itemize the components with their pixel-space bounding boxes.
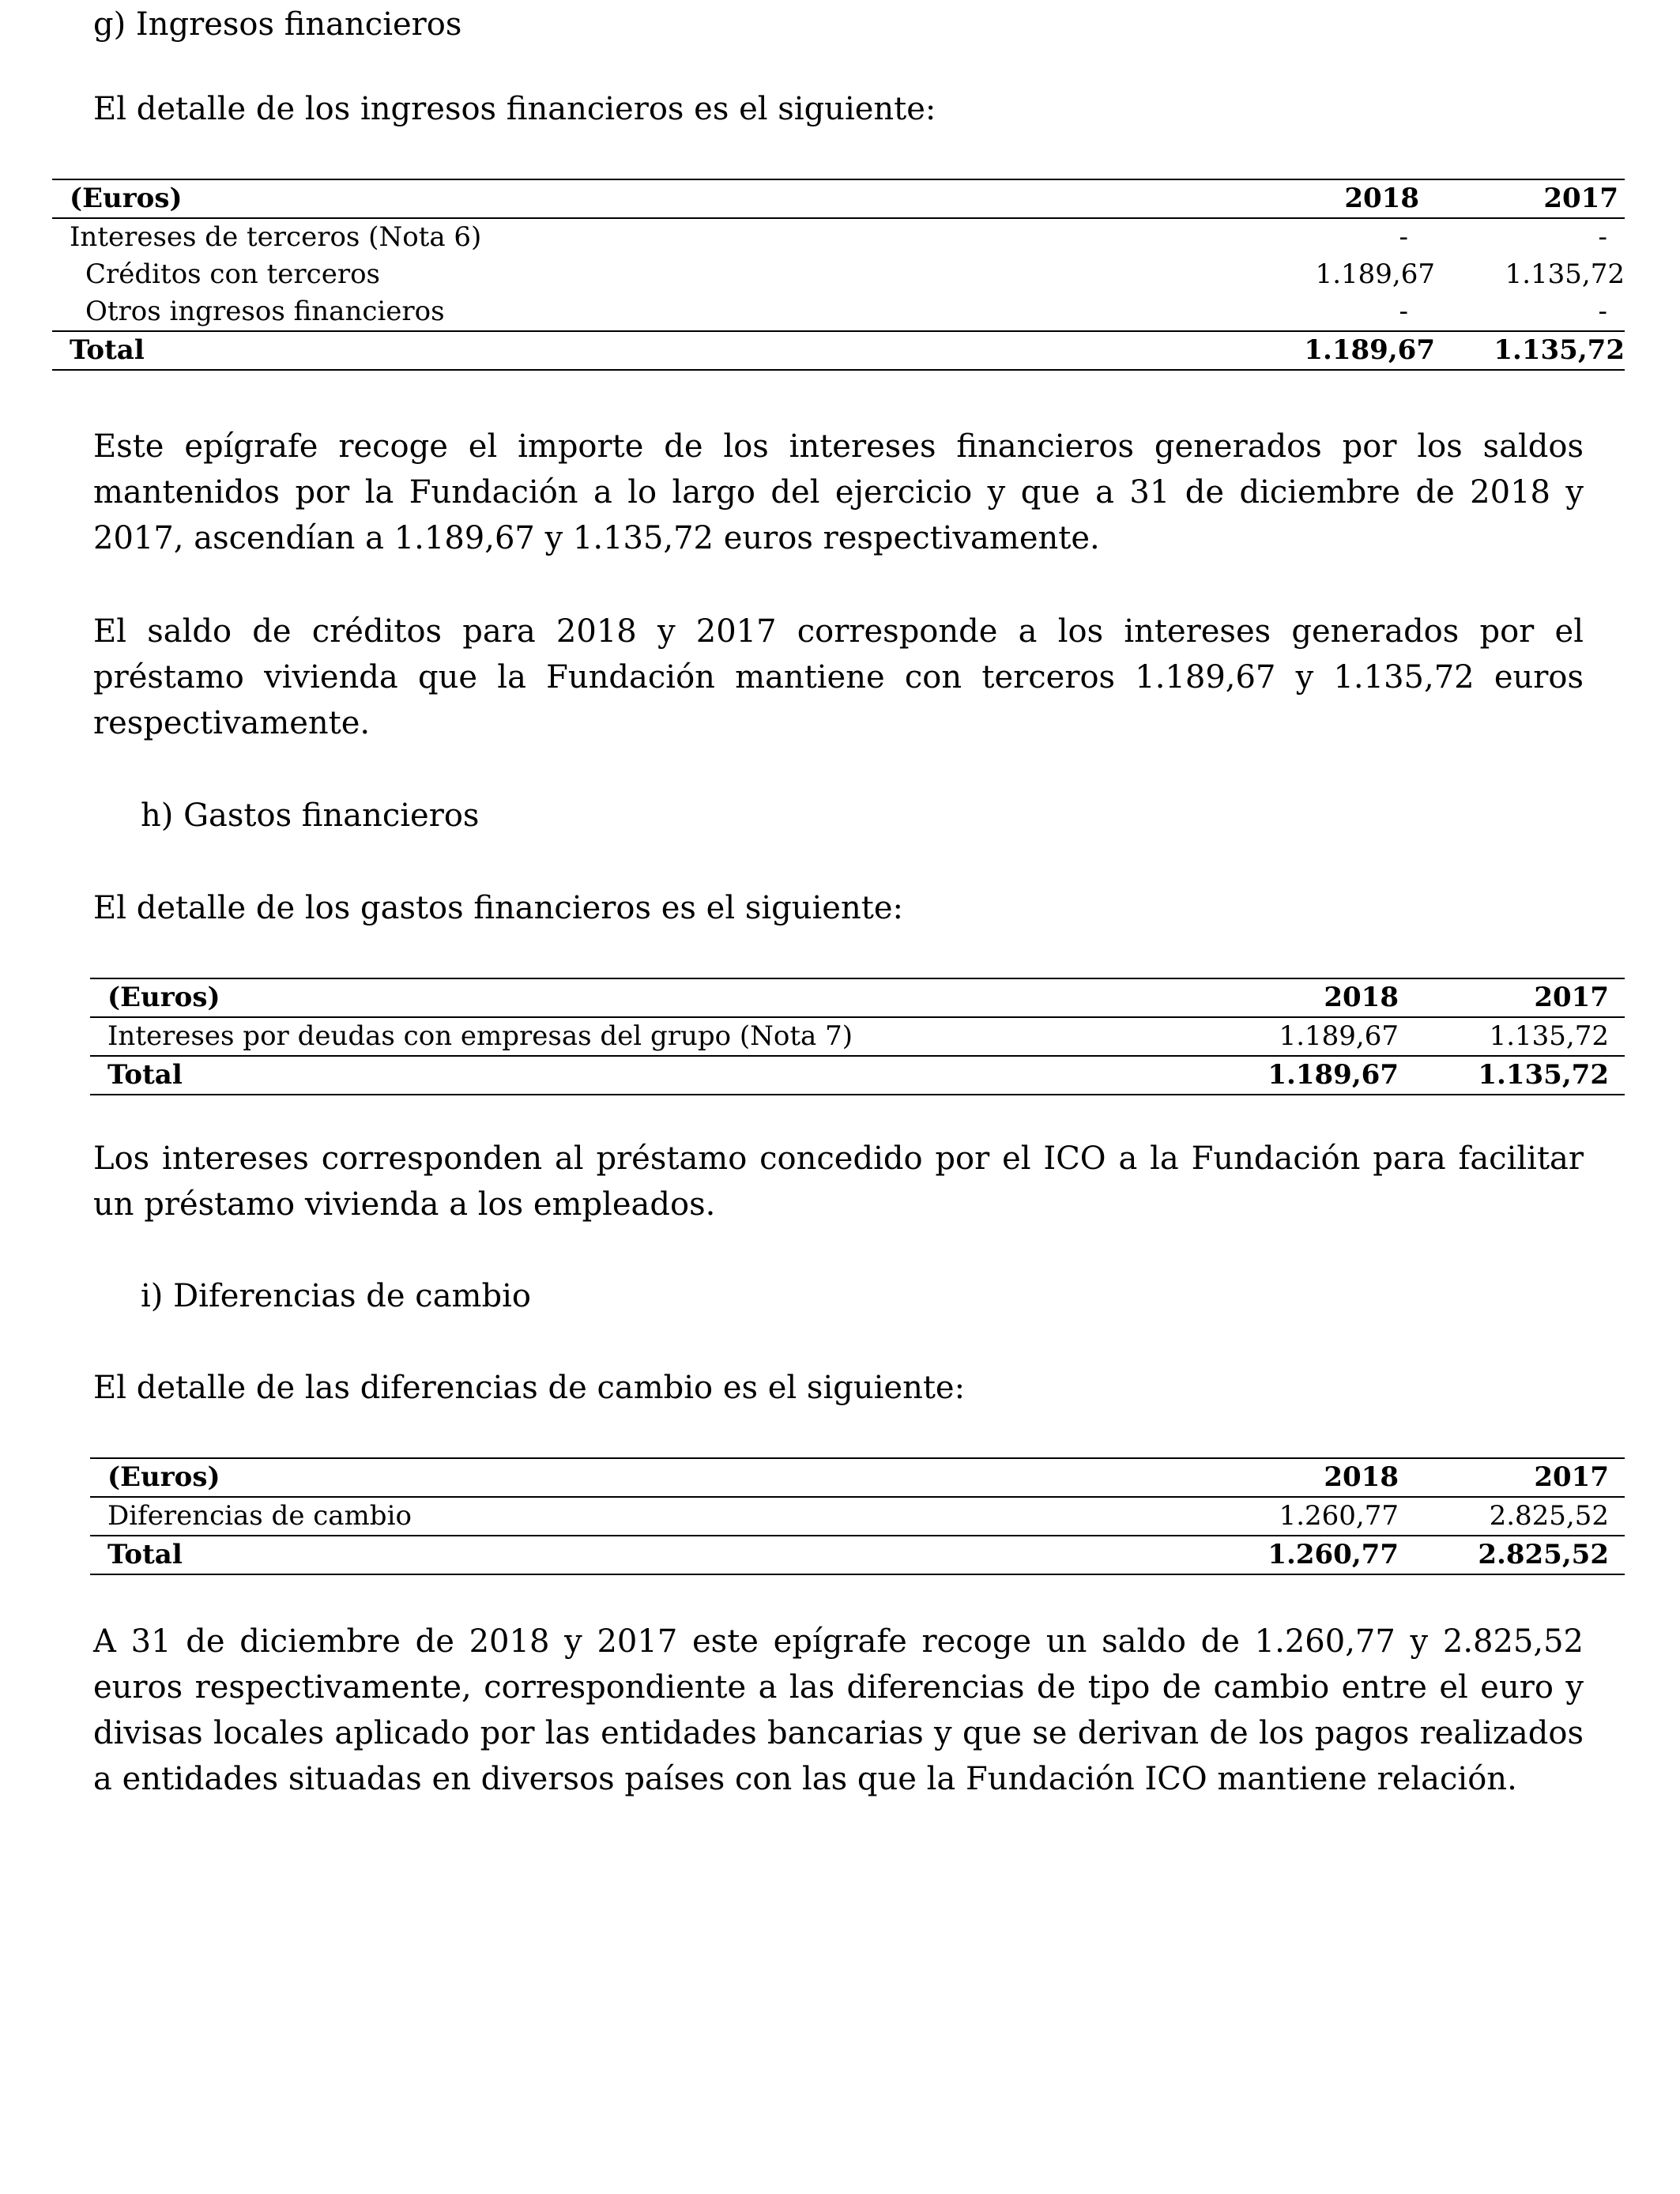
intro-gastos-financieros: El detalle de los gastos financieros es el siguiente: bbox=[93, 890, 903, 926]
section-heading-diferencias-cambio: i) Diferencias de cambio bbox=[141, 1278, 531, 1314]
table-header-2018: 2018 bbox=[1252, 978, 1456, 1017]
table-total-row bbox=[52, 331, 1625, 370]
table-header-unit: (Euros) bbox=[90, 978, 1252, 1017]
intro-ingresos-financieros: El detalle de los ingresos financieros es el siguiente: bbox=[93, 91, 936, 127]
row-label: Intereses de terceros (Nota 6) bbox=[70, 221, 482, 253]
total-value-2017: 1.135,72 bbox=[1456, 1056, 1625, 1095]
total-value-2017: 1.135,72 bbox=[1457, 331, 1625, 370]
table-header-unit: (Euros) bbox=[90, 1458, 1252, 1497]
table-header-2017: 2017 bbox=[1456, 1458, 1625, 1497]
table-header-2017: 2017 bbox=[1456, 978, 1625, 1017]
table-total-row bbox=[90, 1056, 1625, 1095]
table-ingresos-financieros bbox=[52, 179, 1625, 371]
table-header-row bbox=[90, 978, 1625, 1017]
table-row bbox=[52, 256, 1625, 293]
row-label: Intereses por deudas con empresas del grupo (Nota 7) bbox=[107, 1020, 853, 1052]
table-header-row bbox=[52, 179, 1625, 218]
total-label: Total bbox=[52, 331, 1253, 370]
paragraph-ingresos-importe: Este epígrafe recoge el importe de los intereses financieros generados por los saldos mantenidos por la Fundación a lo largo del ejercicio y que a 31 de diciembre de 2018 y 2017, ascendían a 1.189,67 y 1.135,72 euros respectivamente. bbox=[93, 428, 1584, 556]
total-value-2017: 2.825,52 bbox=[1456, 1536, 1625, 1574]
table-row bbox=[90, 1497, 1625, 1536]
row-value-2018: - bbox=[1399, 296, 1408, 327]
row-value-2018: 1.189,67 bbox=[1315, 258, 1435, 290]
table-total-row bbox=[90, 1536, 1625, 1574]
total-value-2018: 1.189,67 bbox=[1253, 331, 1457, 370]
table-diferencias-cambio bbox=[90, 1457, 1625, 1575]
row-value-2017: 1.135,72 bbox=[1489, 1020, 1609, 1052]
table-header-row bbox=[90, 1458, 1625, 1497]
total-label: Total bbox=[90, 1536, 1252, 1574]
intro-diferencias-cambio: El detalle de las diferencias de cambio es el siguiente: bbox=[93, 1370, 966, 1406]
table-row bbox=[52, 293, 1625, 331]
row-value-2018: 1.189,67 bbox=[1279, 1020, 1399, 1052]
table-row bbox=[52, 218, 1625, 256]
row-value-2018: - bbox=[1399, 221, 1408, 253]
row-value-2017: 2.825,52 bbox=[1489, 1500, 1609, 1532]
row-value-2017: - bbox=[1598, 221, 1607, 253]
table-row bbox=[90, 1017, 1625, 1056]
paragraph-gastos-intereses: Los intereses corresponden al préstamo concedido por el ICO a la Fundación para facilitar un préstamo vivienda a los empleados. bbox=[93, 1140, 1584, 1223]
row-label: Diferencias de cambio bbox=[107, 1500, 412, 1532]
total-value-2018: 1.260,77 bbox=[1252, 1536, 1456, 1574]
table-header-unit: (Euros) bbox=[52, 179, 1253, 218]
table-header-2018: 2018 bbox=[1253, 179, 1457, 218]
paragraph-diferencias-cambio: A 31 de diciembre de 2018 y 2017 este epígrafe recoge un saldo de 1.260,77 y 2.825,52 euros respectivamente, correspondiente a las diferencias de tipo de cambio entre el euro y divisas locales aplicado por las entidades bancarias y que se derivan de los pagos realizados a entidades situadas en diversos países con las que la Fundación ICO mantiene relación. bbox=[93, 1623, 1584, 1797]
row-value-2018: 1.260,77 bbox=[1279, 1500, 1399, 1532]
paragraph-ingresos-creditos: El saldo de créditos para 2018 y 2017 corresponde a los intereses generados por el préstamo vivienda que la Fundación mantiene con terceros 1.189,67 y 1.135,72 euros respectivamente. bbox=[93, 613, 1584, 741]
table-header-2017: 2017 bbox=[1457, 179, 1625, 218]
row-value-2017: - bbox=[1598, 296, 1607, 327]
section-heading-ingresos-financieros: g) Ingresos financieros bbox=[93, 6, 462, 43]
table-gastos-financieros bbox=[90, 978, 1625, 1095]
table-header-2018: 2018 bbox=[1252, 1458, 1456, 1497]
row-label: Créditos con terceros bbox=[85, 258, 381, 290]
total-value-2018: 1.189,67 bbox=[1252, 1056, 1456, 1095]
section-heading-gastos-financieros: h) Gastos financieros bbox=[141, 797, 480, 834]
row-value-2017: 1.135,72 bbox=[1505, 258, 1625, 290]
total-label: Total bbox=[90, 1056, 1252, 1095]
row-label: Otros ingresos financieros bbox=[85, 296, 445, 327]
